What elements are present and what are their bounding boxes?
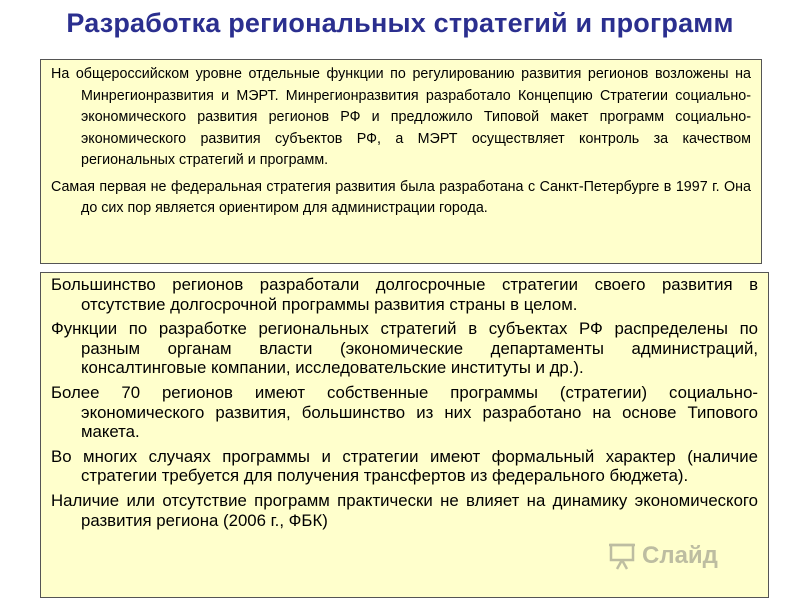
bottom-paragraph-4: Во многих случаях программы и стратегии имеют формальный характер (наличие стратегии требуется для получения трансфертов из федерального бюджета). — [51, 446, 758, 486]
bottom-paragraph-3: Более 70 регионов имеют собственные программы (стратегии) социально-экономического развития, большинство из них разработано на основе Типового макета. — [51, 382, 758, 442]
watermark-text: Слайд — [642, 542, 718, 569]
bottom-paragraph-5: Наличие или отсутствие программ практически не влияет на динамику экономического развития региона (2006 г., ФБК) — [51, 490, 758, 530]
bottom-paragraph-1: Большинство регионов разработали долгосрочные стратегии своего развития в отсутствие долгосрочной программы развития страны в целом. — [51, 275, 758, 314]
bottom-text-box — [40, 272, 769, 598]
top-paragraph-2: Самая первая не федеральная стратегия развития была разработана с Санкт-Петербурге в 1997 г. Она до сих пор является ориентиром для администрации города. — [51, 178, 751, 216]
slide-title: Разработка региональных стратегий и программ — [66, 8, 734, 38]
bottom-paragraph-2: Функции по разработке региональных стратегий в субъектах РФ распределены по разным органам власти (экономические департаменты администраций, консалтинговые компании, исследовательские институты и др.). — [51, 319, 758, 378]
top-text-box — [40, 59, 762, 264]
top-paragraph-1: На общероссийском уровне отдельные функции по регулированию развития регионов возложены на Минрегионразвития и МЭРТ. Минрегионразвития разработало Концепцию Стратегии социально-экономического развития регионов РФ и предложило Типовой макет программ социально-экономического развития субъектов РФ, а МЭРТ осуществляет контроль за качеством региональных стратегий и программ. — [51, 66, 751, 168]
